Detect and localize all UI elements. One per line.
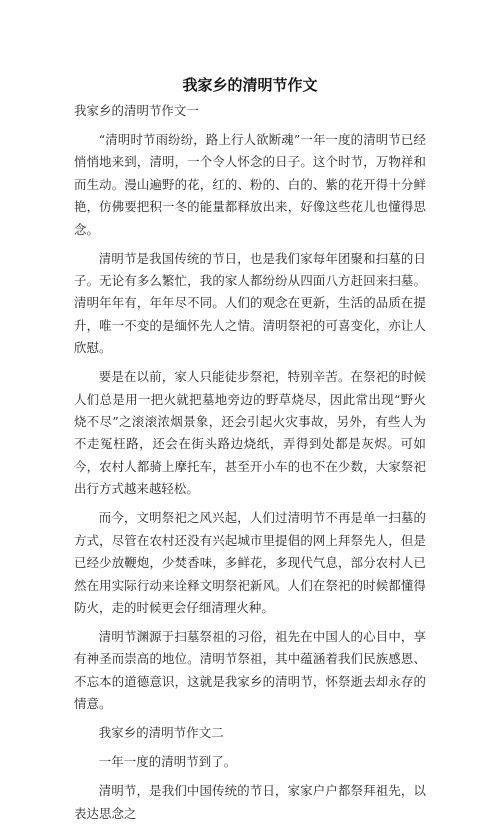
paragraph-6: 一年一度的清明节到了。 <box>98 754 237 770</box>
paragraph-3: 要是在以前，家人只能徒步祭祀，特别辛苦。在祭祀的时候人们总是用一把火就把墓地旁边的野草烧尽，因此常出现“野火烧不尽”之滚滚浓烟景象，还会引起火灾事故，另外，有些人为不走冤枉路，还会在街头路边烧纸，弄得到处都是灰烬。可如今，农村人都骑上摩托车，甚至开小车的也不在少数，大家祭祀出行方式越来越轻松。 <box>74 369 426 497</box>
paragraph-5: 清明节渊源于扫墓祭祖的习俗，祖先在中国人的心目中，享有神圣而崇高的地位。清明节祭祖，其中蕴涵着我们民族感恩、不忘本的道德意识，这就是我家乡的清明节，怀祭逝去却永存的情意。 <box>74 628 426 712</box>
section-subtitle-2: 我家乡的清明节作文二 <box>98 725 224 741</box>
paragraph-1: “清明时节雨纷纷，路上行人欲断魂”一年一度的清明节已经悄悄地来到，清明，一个令人怀念的日子。这个时节，万物祥和而生动。漫山遍野的花，红的、粉的、白的、紫的花开得十分鲜艳，仿佛要把积一冬的能量都释放出来，好像这些花儿也懂得思念。 <box>74 132 426 237</box>
paragraph-4: 而今，文明祭祀之风兴起，人们过清明节不再是单一扫墓的方式，尽管在农村还没有兴起城市里提倡的网上拜祭先人，但是已经少放鞭炮，少焚香味，多鲜花，多现代气息，部分农村人已然在用实际行动来诠释文明祭祀新风。人们在祭祀的时候都懂得防火，走的时候更会仔细清理火种。 <box>74 510 426 615</box>
paragraph-7: 清明节，是我们中国传统的节日，家家户户都祭拜祖先，以表达思念之 <box>74 783 426 821</box>
document-body <box>74 100 426 832</box>
paragraph-2: 清明节是我国传统的节日，也是我们家每年团聚和扫墓的日子。无论有多么繁忙，我的家人都纷纷从四面八方赶回来扫墓。清明年年有，年年尽不同。人们的观念在更新，生活的品质在提升，唯一不变的是缅怀先人之情。清明祭祀的可喜变化，亦让人欣慰。 <box>74 250 426 356</box>
section-subtitle-1: 我家乡的清明节作文一 <box>74 103 199 118</box>
document-title: 我家乡的清明节作文 <box>182 76 318 94</box>
